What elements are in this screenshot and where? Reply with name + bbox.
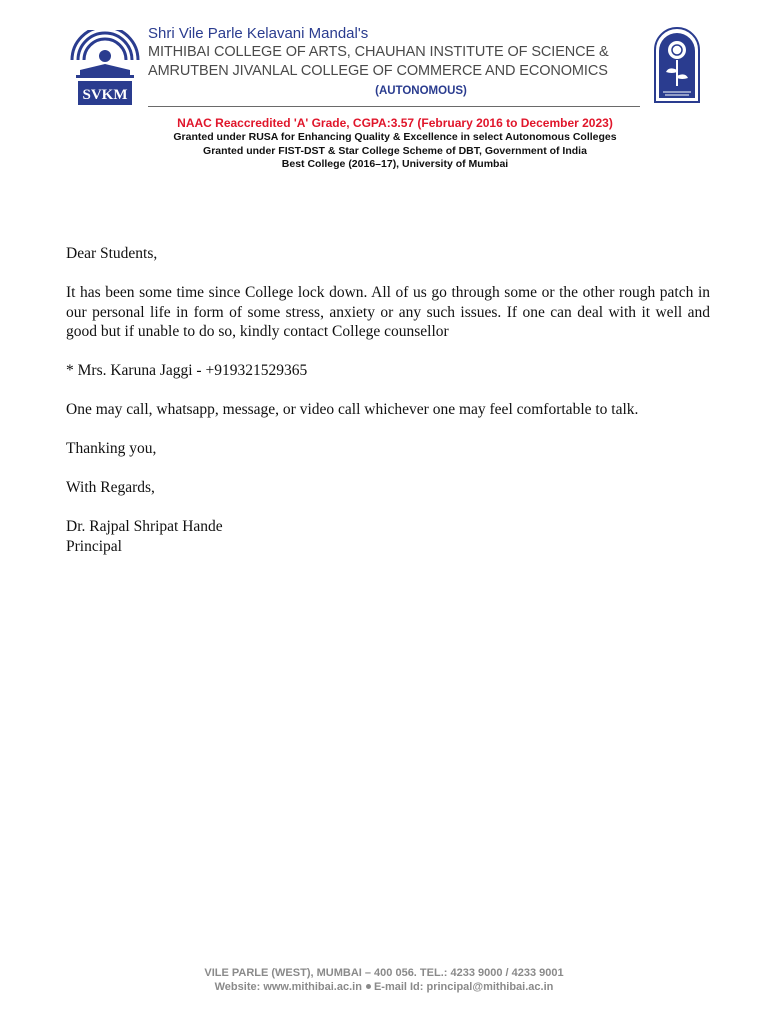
mandal-name: Shri Vile Parle Kelavani Mandal's bbox=[148, 25, 369, 42]
best-college: Best College (2016–17), University of Mumbai bbox=[281, 158, 509, 170]
letter-paragraph-2: One may call, whatsapp, message, or video call whichever one may feel comfortable to talk. bbox=[66, 401, 639, 418]
salutation: Dear Students, bbox=[66, 245, 158, 262]
naac-grade: NAAC Reaccredited 'A' Grade, CGPA:3.57 (February 2016 to December 2023) bbox=[177, 116, 613, 130]
accreditation-block bbox=[140, 116, 650, 172]
bullet-separator bbox=[366, 984, 371, 989]
closing-thanks: Thanking you, bbox=[66, 440, 157, 457]
footer-contact bbox=[0, 980, 768, 994]
letterhead-divider bbox=[148, 106, 640, 107]
autonomous-label: (AUTONOMOUS) bbox=[375, 85, 467, 97]
letterhead bbox=[0, 0, 768, 180]
counsellor-contact: * Mrs. Karuna Jaggi - +919321529365 bbox=[66, 362, 308, 379]
college-name-line-1: MITHIBAI COLLEGE OF ARTS, CHAUHAN INSTITUTE OF SCIENCE & bbox=[148, 44, 609, 60]
closing-regards: With Regards, bbox=[66, 479, 155, 496]
footer-address: VILE PARLE (WEST), MUMBAI – 400 056. TEL.: 4233 9000 / 4233 9001 bbox=[204, 967, 564, 979]
footer-website[interactable]: Website: www.mithibai.ac.in bbox=[214, 981, 362, 993]
svkm-logo bbox=[66, 30, 144, 110]
college-name-line-2: AMRUTBEN JIVANLAL COLLEGE OF COMMERCE AND ECONOMICS bbox=[148, 63, 608, 79]
dst-grant: Granted under FIST-DST & Star College Scheme of DBT, Government of India bbox=[203, 144, 587, 157]
footer-email[interactable]: E-mail Id: principal@mithibai.ac.in bbox=[373, 981, 554, 993]
college-crest-logo bbox=[652, 26, 702, 106]
letter-paragraph-1: It has been some time since College lock down. All of us go through some or the other rough patch in our personal life in form of some stress, anxiety or any such issues. If one can deal with it well and good but if unable to do so, kindly contact College counsellor bbox=[66, 284, 710, 340]
letter-body bbox=[66, 244, 710, 576]
signatory-title: Principal bbox=[66, 537, 122, 555]
signatory-name: Dr. Rajpal Shripat Hande bbox=[66, 518, 223, 535]
svg-text:SVKM: SVKM bbox=[82, 87, 128, 103]
rusa-grant: Granted under RUSA for Enhancing Quality & Excellence in select Autonomous Colleges bbox=[173, 131, 617, 143]
letterhead-text bbox=[148, 24, 644, 100]
footer bbox=[0, 966, 768, 994]
